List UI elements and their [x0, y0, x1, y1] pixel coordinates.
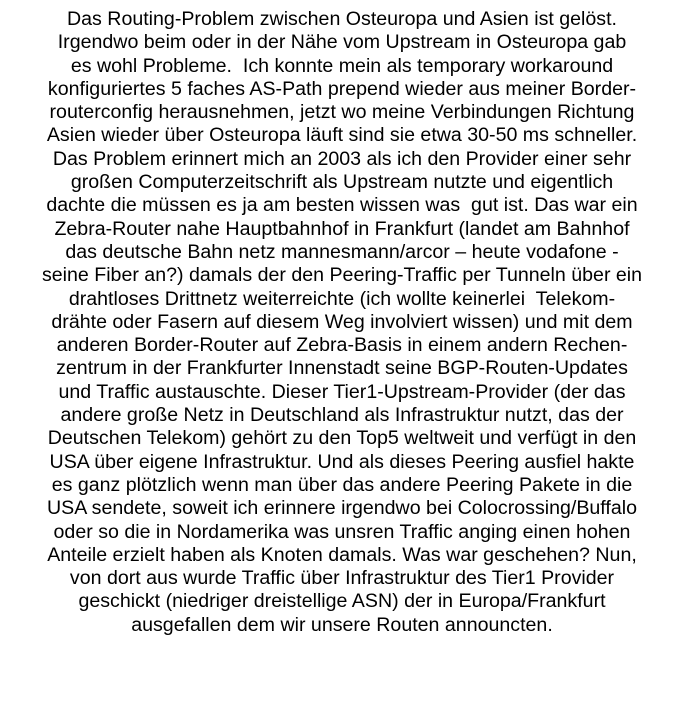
text-line: das deutsche Bahn netz mannesmann/arcor – heute vodafone - [65, 240, 619, 263]
text-line: es ganz plötzlich wenn man über das andere Peering Pakete in die [51, 473, 633, 496]
text-line: konfiguriertes 5 faches AS-Path prepend wieder aus meiner Border- [47, 77, 637, 100]
text-line: Das Problem erinnert mich an 2003 als ich den Provider einer sehr [52, 147, 632, 170]
text-line: Das Routing-Problem zwischen Osteuropa und Asien ist gelöst. [67, 8, 617, 30]
text-line: Zebra-Router nahe Hauptbahnhof in Frankfurt (landet am Bahnhof [54, 217, 630, 240]
text-line: dachte die müssen es ja am besten wissen was gut ist. Das war ein [46, 194, 638, 217]
text-line: drahtloses Drittnetz weiterreichte (ich wollte keinerlei Telekom- [68, 287, 616, 310]
document-text [0, 8, 684, 637]
text-line: von dort aus wurde Traffic über Infrastruktur des Tier1 Provider [69, 567, 615, 590]
text-line: seine Fiber an?) damals der den Peering-Traffic per Tunneln über ein [41, 264, 643, 287]
text-line: zentrum in der Frankfurter Innenstadt seine BGP-Routen-Updates [56, 357, 628, 380]
text-line: USA sendete, soweit ich erinnere irgendwo bei Colocrossing/Buffalo [47, 497, 637, 520]
text-line: und Traffic austauschte. Dieser Tier1-Upstream-Provider (der das [58, 380, 626, 403]
text-line: es wohl Probleme. Ich konnte mein als temporary workaround [70, 54, 614, 77]
text-line: Deutschen Telekom) gehört zu den Top5 weltweit und verfügt in den [47, 427, 637, 450]
text-line: ausgefallen dem wir unsere Routen announcten. [131, 613, 553, 636]
text-line: routerconfig herausnehmen, jetzt wo meine Verbindungen Richtung [49, 101, 635, 124]
text-line: anderen Border-Router auf Zebra-Basis in einem andern Rechen- [56, 334, 628, 357]
text-line: großen Computerzeitschrift als Upstream nutzte und eigentlich [70, 171, 614, 194]
text-line: andere große Netz in Deutschland als Infrastruktur nutzt, das der [60, 404, 624, 427]
text-line: Asien wieder über Osteuropa läuft sind sie etwa 30-50 ms schneller. [46, 124, 638, 147]
text-line: Anteile erzielt haben als Knoten damals. Was war geschehen? Nun, [47, 543, 637, 566]
text-line: geschickt (niedriger dreistellige ASN) der in Europa/Frankfurt [78, 590, 606, 613]
text-line: USA über eigene Infrastruktur. Und als dieses Peering ausfiel hakte [49, 450, 635, 473]
text-line: drähte oder Fasern auf diesem Weg involviert wissen) und mit dem [51, 310, 633, 333]
text-line: Irgendwo beim oder in der Nähe vom Upstream in Osteuropa gab [57, 31, 627, 54]
text-line: oder so die in Nordamerika was unsren Traffic anging einen hohen [53, 520, 631, 543]
